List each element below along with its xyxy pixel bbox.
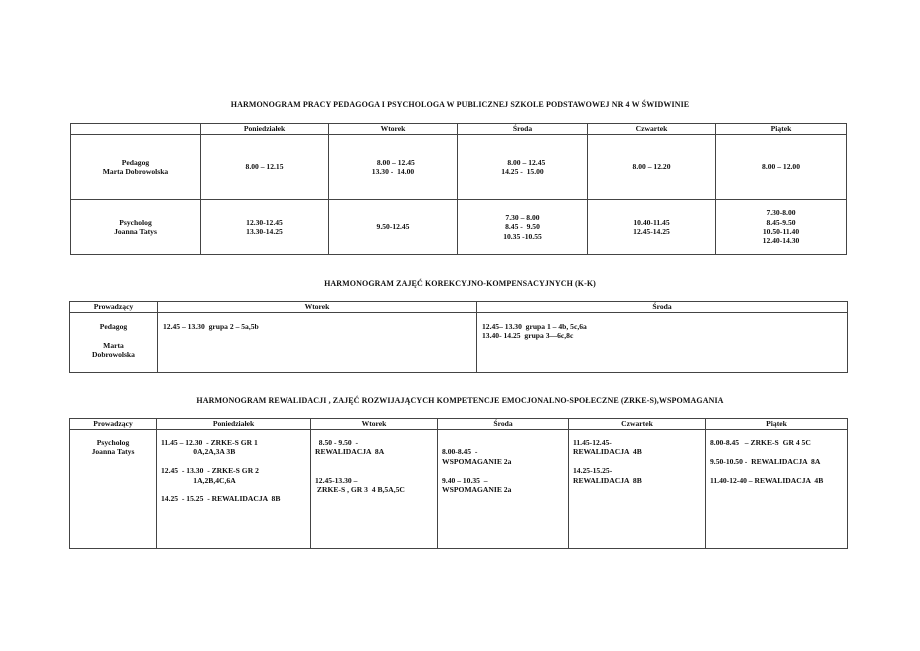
cell-line [442,438,568,447]
person-cell [70,430,157,549]
schedule-cell [438,430,569,549]
header-cell: Poniedziałek [201,124,329,135]
cell-line: Psycholog [119,217,152,227]
header-cell: Prowadzący [70,302,158,313]
cell-line: Marta Dobrowolska [102,167,169,176]
schedule-cell [706,430,848,549]
person-cell [70,313,158,373]
schedule-cell [201,135,329,200]
cell-line: 12.45 - 13.30 - ZRKE-S GR 2 [161,466,259,476]
cell-line: Pedagog [99,322,128,331]
cell-line [710,466,847,475]
cell-line [161,485,310,494]
cell-line: 13.30-14.25 [246,227,283,236]
cell-line: REWALIDACJA 8B [573,475,642,485]
cell-line: 8.50 - 9.50 - [315,438,359,447]
cell-line: Joanna Tatys [114,227,157,236]
cell-line: 13.40- 14.25 grupa 3—6c,8c [482,331,574,341]
cell-line: 8.00 – 12.45 [499,157,546,167]
cell-line: 12.30-12.45 [246,217,283,227]
cell-line: WSPOMAGANIE 2a [442,456,512,466]
header-cell: Poniedziałek [157,419,311,430]
kk-schedule-table [69,301,848,373]
person-cell [71,135,201,200]
cell-line: 9.40 – 10.35 – [442,475,488,485]
cell-line: 10.35 -10.55 [503,231,542,241]
cell-line: REWALIDACJA 8A [315,447,385,457]
header-cell: Piątek [706,419,848,430]
cell-line: 12.45-14.25 [633,227,670,236]
header-row [71,124,847,135]
cell-line: Psycholog [96,438,130,447]
schedule-cell [458,200,588,255]
cell-line: 8.00 – 12.20 [632,162,671,172]
schedule-cell [588,135,716,200]
cell-line: 8.00-8.45 – ZRKE-S GR 4 5C [710,438,811,447]
schedule-cell [477,313,848,373]
header-cell [71,124,201,135]
cell-line: 12.45 – 13.30 grupa 2 – 5a,5b [163,322,259,331]
cell-line: REWALIDACJA 4B [573,447,642,457]
cell-line: 13.30 - 14.00 [371,167,415,176]
cell-line [161,457,310,466]
schedule-cell [716,135,847,200]
cell-line: 8.00 – 12.45 [371,157,415,167]
cell-line: Dobrowolska [92,350,135,360]
cell-line: Marta [103,340,124,350]
cell-line: 1A,2B,4C,6A [161,475,236,485]
header-row [70,419,848,430]
cell-line: 0A,2A,3A 3B [161,447,236,457]
cell-line [442,466,568,475]
header-cell: Środa [477,302,848,313]
schedule-cell [158,313,477,373]
cell-line: 11.45-12.45- [573,438,612,447]
cell-line [710,447,847,456]
header-cell: Środa [458,124,588,135]
header-cell: Prowadzący [70,419,157,430]
cell-line: ZRKE-S , GR 3 4 B,5A,5C [315,485,405,495]
cell-line: 8.45-9.50 [766,217,796,227]
header-cell: Czwartek [588,124,716,135]
cell-line: 12.45– 13.30 grupa 1 – 4b, 5c,6a [482,322,587,331]
table-row [70,430,848,549]
cell-line: 9.50-12.45 [376,222,410,232]
table-row [71,135,847,200]
schedule-cell [201,200,329,255]
header-cell: Wtorek [329,124,458,135]
person-cell [71,200,201,255]
cell-line: 8.00 – 12.00 [762,162,800,172]
schedule-cell [569,430,706,549]
cell-line [315,466,437,475]
cell-line: 8.00-8.45 - [442,447,478,457]
header-cell: Wtorek [311,419,438,430]
header-row [70,302,848,313]
cell-line: 12.45-13.30 – [315,475,358,485]
schedule-cell [329,135,458,200]
cell-line: 9.50-10.50 - REWALIDACJA 8A [710,456,821,466]
schedule-cell [329,200,458,255]
cell-line: Joanna Tatys [91,447,135,457]
cell-line: 12.40-14.30 [762,236,800,246]
cell-line: 11.40-12-40 – REWALIDACJA 4B [710,475,824,485]
cell-line: Pedagog [121,157,150,167]
cell-line: 10.50-11.40 [762,227,800,236]
cell-line: 8.00 – 12.15 [245,162,284,172]
schedule-cell [157,430,311,549]
section3-title: HARMONOGRAM REWALIDACJI , ZAJĘĆ ROZWIJAJĄCYCH KOMPETENCJE EMOCJONALNO-SPOŁECZNE (ZRKE-S),WSPOMAGANIA [196,396,724,405]
cell-line: 14.25-15.25- [573,466,613,476]
cell-line: 7.30-8.00 [766,208,796,218]
schedule-cell [311,430,438,549]
cell-line: 8.45 - 9.50 [505,222,540,232]
cell-line: WSPOMAGANIE 2a [442,485,512,495]
header-cell: Piątek [716,124,847,135]
schedule-cell [588,200,716,255]
table-row [70,313,848,373]
cell-line: 11.45 – 12.30 - ZRKE-S GR 1 [161,438,258,447]
header-cell: Wtorek [158,302,477,313]
cell-line [573,457,705,466]
schedule-cell [716,200,847,255]
table-row [71,200,847,255]
cell-line [70,331,157,340]
header-cell: Czwartek [569,419,706,430]
cell-line: 14.25 - 15.00 [501,167,544,176]
cell-line: 7.30 – 8.00 [505,212,540,222]
header-cell: Środa [438,419,569,430]
section1-title: HARMONOGRAM PRACY PEDAGOGA I PSYCHOLOGA W PUBLICZNEJ SZKOLE PODSTAWOWEJ NR 4 W ŚWIDWINIE [230,100,690,109]
schedule-cell [458,135,588,200]
support-schedule-table [69,418,848,549]
cell-line [315,457,437,466]
cell-line: 10.40-11.45 [633,217,670,227]
section2-title: HARMONOGRAM ZAJĘĆ KOREKCYJNO-KOMPENSACYJNYCH (K-K) [324,279,596,288]
cell-line: 14.25 - 15.25 - REWALIDACJA 8B [161,494,281,504]
staff-schedule-table [70,123,847,255]
